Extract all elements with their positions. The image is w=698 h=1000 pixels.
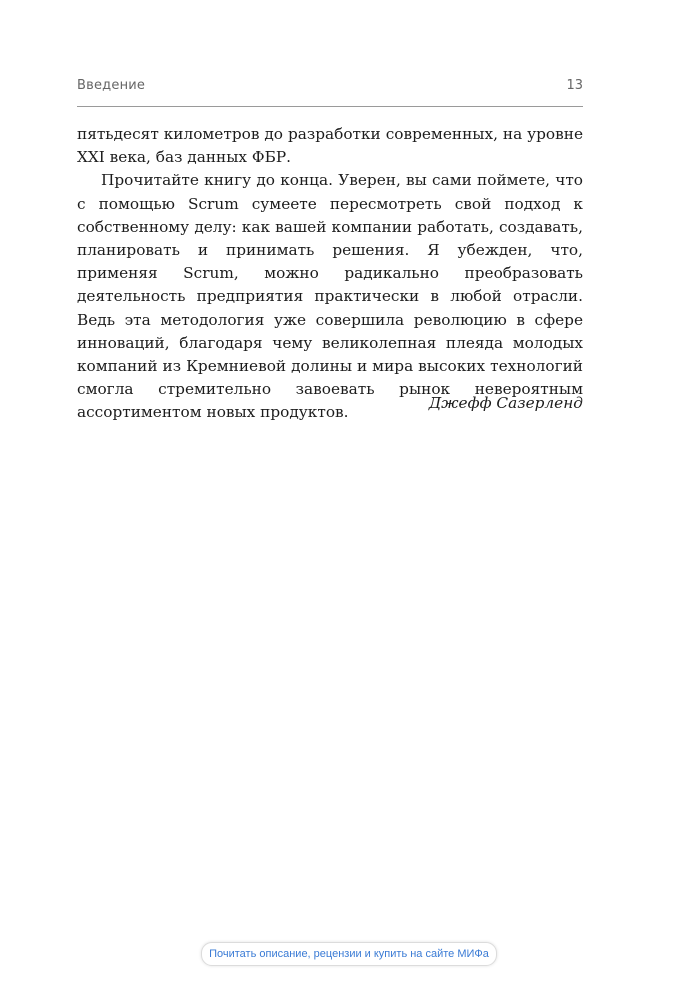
buy-book-link[interactable]: Почитать описание, рецензии и купить на сайте МИФа bbox=[201, 942, 497, 966]
paragraph: пятьдесят километров до разработки современных, на уровне XXI века, баз данных ФБР. bbox=[77, 125, 583, 167]
section-title: Введение bbox=[77, 78, 146, 93]
page-number: 13 bbox=[566, 78, 583, 93]
body-text bbox=[77, 123, 583, 425]
paragraph: Прочитайте книгу до конца. Уверен, вы сами поймете, что с помощью Scrum сумеете пересмотреть свой подход к собственному делу: как вашей компании работать, создавать, планировать и принимать решения. Я убежден, что, применяя Scrum, можно радикально преобразовать деятельность предприятия практически в любой отрасли. Ведь эта методология уже совершила революцию в сфере инноваций, благодаря чему великолепная плеяда молодых компаний из Кремниевой долины и мира высоких технологий смогла стремительно завоевать рынок невероятным ассортиментом новых продуктов. bbox=[77, 171, 583, 422]
page-header bbox=[77, 78, 583, 107]
author-signature: Джефф Сазерленд bbox=[428, 394, 583, 412]
